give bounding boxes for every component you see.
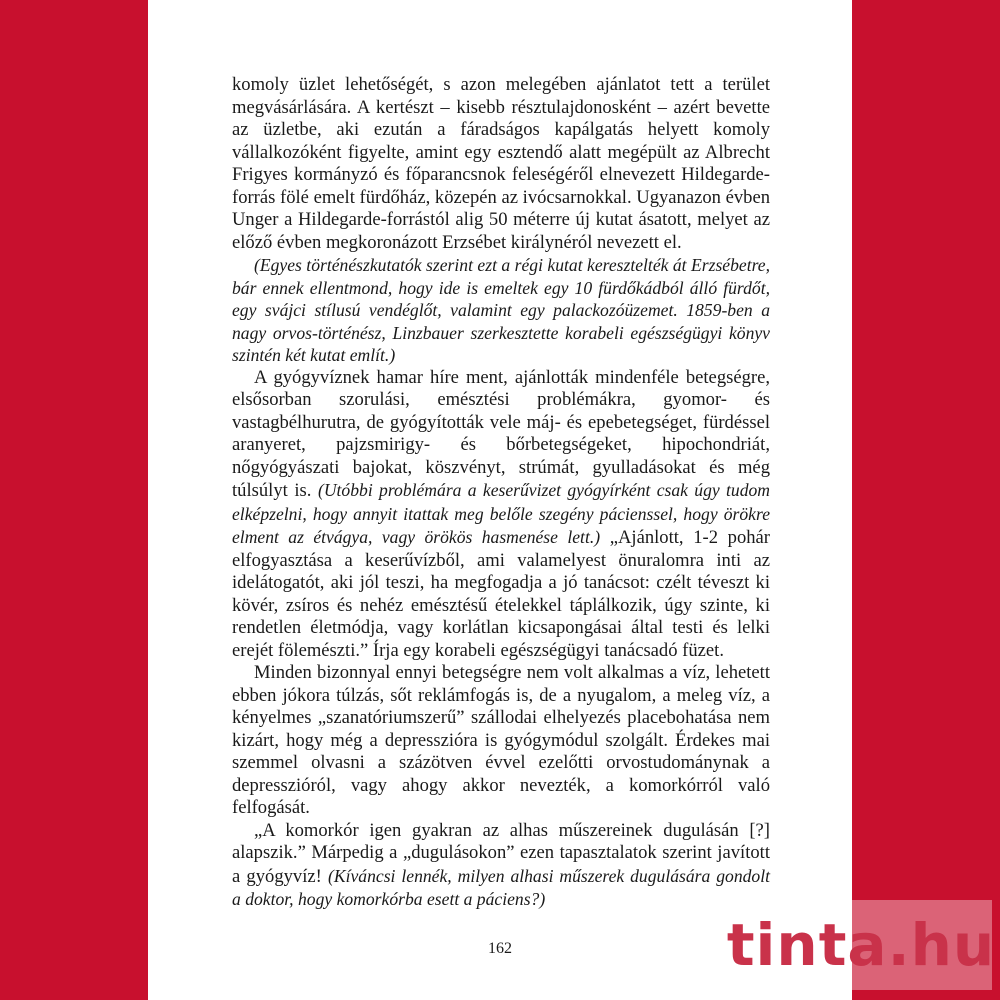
paragraph-3-post: „Ajánlott, 1-2 pohár elfogyasztása a keserűvízből, ami valamelyest önuralomra inti az idelátogatót, aki jól teszi, ha megfogadja a jó tanácsot: czélt téveszt ki kövér, zsíros és nehéz emésztésű ételekkel táplálkozik, úgy szinte, ki rendetlen életmódja, vagy korlátlan kicsapongásai által testi és lelki erejét fölemészti.” Írja egy korabeli egészségügyi tanácsadó füzet. — [232, 527, 770, 661]
paragraph-3-pre: A gyógyvíznek hamar híre ment, ajánlották mindenféle betegségre, elsősorban szorulási, emésztési problémákra, gyomor- és vastagbélhurutra, de gyógyították vele máj- és epebetegséget, fürdéssel aranyeret, pajzsmirigy- és bőrbetegségeket, hipochondriát, nőgyógyászati bajokat, köszvényt, strúmát, gyulladásokat és még túlsúlyt is. — [232, 366, 770, 501]
paragraph-5 — [232, 820, 770, 912]
paragraph-3 — [232, 367, 770, 663]
paragraph-5-italic: (Kíváncsi lennék, milyen alhasi műszerek dugulására gondolt a doktor, hogy komorkórba esett a páciens?) — [232, 865, 770, 909]
paragraph-2-note: (Egyes történészkutatók szerint ezt a régi kutat keresztelték át Erzsébetre, bár ennek ellentmond, hogy ide is emeltek egy 10 fürdőkádból álló fürdőt, egy svájci stílusú vendéglőt, valamint egy palackozóüzemet. 1859-ben a nagy orvos-történész, Linzbauer szerkesztette korabeli egészségügyi könyv szintén két kutat említ.) — [232, 255, 770, 365]
page-number: 162 — [488, 940, 512, 957]
text-block — [232, 74, 770, 912]
paragraph-3-italic: (Utóbbi problémára a keserűvizet gyógyírként csak úgy tudom elképzelni, hogy annyit itattak meg belőle szegény pácienssel, hogy örökre elment az étvágya, vagy örökös hasmenése lett.) — [232, 480, 770, 547]
paragraph-4: Minden bizonnyal ennyi betegségre nem volt alkalmas a víz, lehetett ebben jókora túlzás, sőt reklámfogás is, de a nyugalom, a meleg víz, a kényelmes „szanatóriumszerű” szállodai elhelyezés placebohatása nem kizárt, hogy még a depresszióra is gyógymódul szolgált. Érdekes mai szemmel olvasni a százötven évvel ezelőtti orvostudománynak a depresszióról, vagy ahogy akkor nevezték, a komorkórról való felfogását. — [232, 662, 770, 818]
paragraph-1: komoly üzlet lehetőségét, s azon melegében ajánlatot tett a terület megvásárlására. A kertészt – kisebb résztulajdonosként – azért bevette az üzletbe, aki ezután a fáradságos kapálgatás helyett komoly vállalkozóként figyelte, amint egy esztendő alatt megépült az Albrecht Frigyes kormányzó és főparancsnok feleségéről elnevezett Hildegarde-forrás fölé emelt fürdőház, közepén az ivócsarnokkal. Ugyanazon évben Unger a Hildegarde-forrástól alig 50 méterre új kutat ásatott, melyet az előző évben megkoronázott Erzsébet királynéról nevezett el. — [232, 74, 770, 253]
paragraph-5-pre: „A komorkór igen gyakran az alhas műszereinek dugulásán [?] alapszik.” Márpedig a „dugulásokon” ezen tapasztalatok szerint javított a gyógyvíz! — [232, 819, 770, 887]
watermark-logo: tinta.hu — [730, 900, 992, 990]
book-page — [148, 0, 852, 1000]
